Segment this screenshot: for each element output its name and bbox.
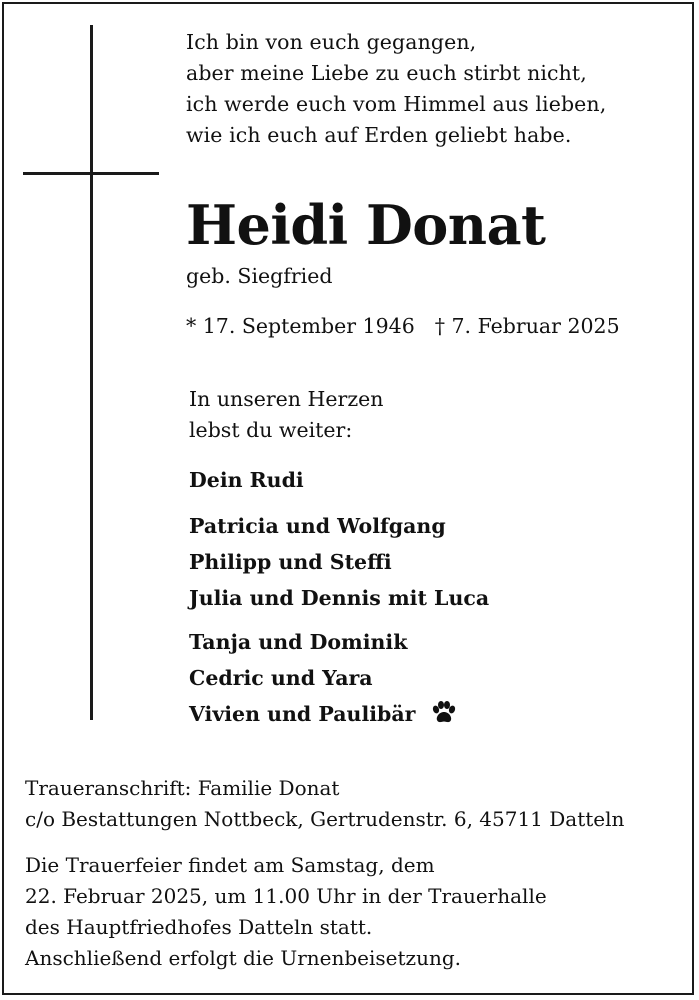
deceased-name: Heidi Donat bbox=[186, 193, 546, 257]
dedication-line: lebst du weiter: bbox=[189, 418, 353, 442]
mourner-group-1 bbox=[189, 462, 304, 498]
poem-line: Ich bin von euch gegangen, bbox=[186, 30, 477, 54]
cross-horizontal-bar bbox=[23, 172, 159, 175]
ceremony-line: des Hauptfriedhofes Datteln statt. bbox=[25, 915, 373, 939]
poem-line: aber meine Liebe zu euch stirbt nicht, bbox=[186, 61, 587, 85]
death-date: † 7. Februar 2025 bbox=[434, 314, 620, 338]
mourner-name: Cedric und Yara bbox=[189, 666, 373, 690]
paw-print-icon bbox=[431, 700, 457, 736]
mourner-group-3 bbox=[189, 624, 457, 736]
mourner-name: Philipp und Steffi bbox=[189, 550, 392, 574]
mourning-address bbox=[25, 773, 624, 835]
life-dates bbox=[186, 311, 620, 341]
mourner-name: Julia und Dennis mit Luca bbox=[189, 586, 490, 610]
maiden-name: geb. Siegfried bbox=[186, 264, 333, 288]
dedication-line: In unseren Herzen bbox=[189, 387, 384, 411]
mourner-name: Patricia und Wolfgang bbox=[189, 514, 446, 538]
ceremony-line: Anschließend erfolgt die Urnenbeisetzung. bbox=[25, 946, 462, 970]
poem-line: wie ich euch auf Erden geliebt habe. bbox=[186, 123, 572, 147]
birth-date: * 17. September 1946 bbox=[186, 314, 415, 338]
mourner-name: Tanja und Dominik bbox=[189, 630, 408, 654]
mourner-group-2 bbox=[189, 508, 489, 616]
dedication bbox=[189, 384, 383, 446]
address-line: c/o Bestattungen Nottbeck, Gertrudenstr. 6, 45711 Datteln bbox=[25, 807, 625, 831]
address-line: Traueranschrift: Familie Donat bbox=[25, 776, 340, 800]
poem bbox=[186, 27, 666, 151]
ceremony-info bbox=[25, 850, 547, 974]
cross-vertical-bar bbox=[90, 25, 93, 720]
ceremony-line: 22. Februar 2025, um 11.00 Uhr in der Trauerhalle bbox=[25, 884, 547, 908]
poem-line: ich werde euch vom Himmel aus lieben, bbox=[186, 92, 607, 116]
mourner-name: Vivien und Paulibär bbox=[189, 702, 416, 726]
mourner-name-with-paw bbox=[189, 696, 457, 736]
ceremony-line: Die Trauerfeier findet am Samstag, dem bbox=[25, 853, 435, 877]
mourner-name: Dein Rudi bbox=[189, 468, 304, 492]
